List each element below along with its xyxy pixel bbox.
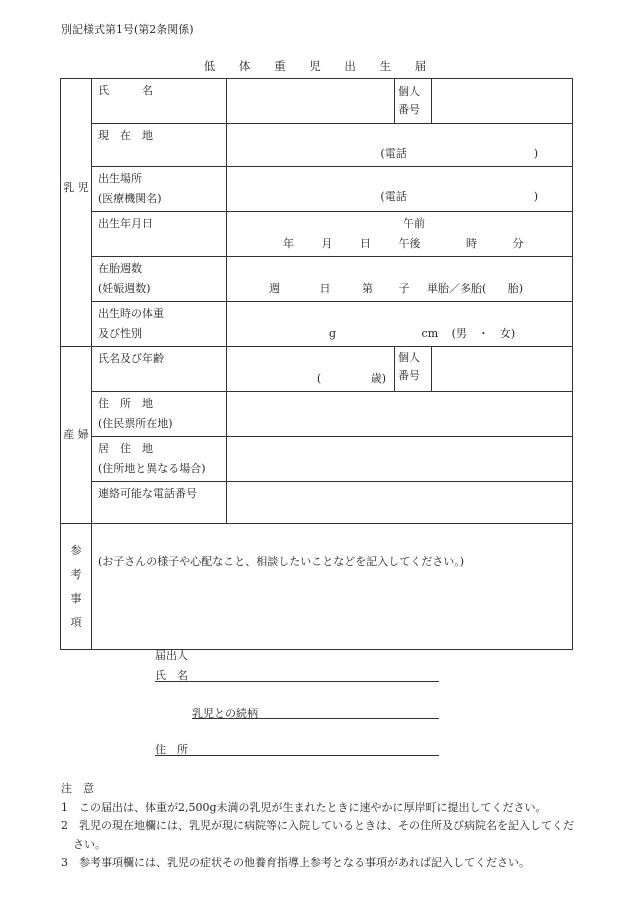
mother-personal-no-label (395, 347, 432, 392)
birthplace-phone-open: (電話 (380, 190, 407, 203)
mother-phone-field[interactable] (227, 482, 573, 524)
single-multiple: 単胎／多胎( (427, 282, 487, 295)
gestation-field[interactable] (227, 257, 573, 302)
personal-no-label-line2: 番号 (398, 103, 420, 116)
weight-field[interactable] (227, 302, 573, 347)
declarant-name-label: 氏 名 (155, 669, 188, 682)
infant-address-field[interactable] (227, 124, 573, 167)
declarant-relation-line[interactable] (192, 718, 439, 719)
mother-section-text: 産 婦 (63, 428, 89, 441)
mother-address-line1: 住 所 地 (98, 397, 153, 410)
infant-name-field[interactable] (227, 79, 395, 124)
remarks-section-label (61, 524, 92, 650)
gday-unit: 日 (319, 282, 331, 295)
multiple-close: 胎) (507, 282, 524, 295)
infant-personal-no-label (395, 79, 432, 124)
birth-report-form (60, 78, 573, 650)
gestation-label-line1: 在胎週数 (98, 262, 142, 275)
phone-close: ) (533, 147, 538, 160)
gestation-label (92, 257, 227, 302)
phone-open: (電話 (380, 147, 407, 160)
birthdate-field[interactable] (227, 212, 573, 257)
birthplace-label-line2: (医療機関名) (98, 192, 162, 205)
weight-label (92, 302, 227, 347)
mother-name-age-field[interactable] (227, 347, 395, 392)
weight-label-line1: 出生時の体重 (98, 307, 164, 320)
year-unit: 年 (283, 237, 294, 250)
weight-label-line2: 及び性別 (98, 327, 142, 340)
mother-residence-line1: 居 住 地 (98, 442, 153, 455)
note-item: 1 この届出は、体重が2,500g未満の乳児が生まれたときに速やかに厚岸町に提出してください。 (61, 800, 547, 814)
mother-phone-label: 連絡可能な電話番号 (92, 482, 227, 524)
personal-no-label-line1: 個人 (398, 85, 420, 98)
declarant-title: 届出人 (155, 649, 188, 662)
birthplace-field[interactable] (227, 167, 573, 212)
day-unit: 日 (360, 237, 371, 250)
declarant-name-line[interactable] (155, 681, 439, 682)
birthdate-label: 出生年月日 (92, 212, 227, 257)
infant-address-label: 現 在 地 (92, 124, 227, 167)
mother-personal-no-line1: 個人 (398, 351, 420, 364)
age-open: ( (316, 372, 322, 385)
mother-residence-field[interactable] (227, 437, 573, 482)
remarks-field[interactable] (92, 524, 573, 650)
declarant-address-label: 住 所 (155, 743, 188, 756)
infant-personal-no-field[interactable] (432, 79, 573, 124)
mother-residence-label (92, 437, 227, 482)
notes-heading: 注 意 (61, 782, 94, 795)
mother-personal-no-field[interactable] (432, 347, 573, 392)
grams-unit: g (329, 327, 337, 340)
hour-unit: 時 (466, 237, 477, 250)
birthplace-label (92, 167, 227, 212)
declarant-address-line[interactable] (155, 755, 439, 756)
remarks-prompt: (お子さんの様子や心配なこと、相談したいことなどを記入してください。) (98, 555, 465, 568)
age-close: 歳) (370, 372, 386, 385)
birthplace-label-line1: 出生場所 (98, 172, 142, 185)
mother-personal-no-line2: 番号 (398, 369, 420, 382)
note-item: 2 乳児の現在地欄には、乳児が現に病院等に入院しているときは、その住所及び病院名を記入してください。 (61, 819, 574, 851)
week-unit: 週 (269, 282, 280, 295)
mother-address-line2: (住民票所在地) (98, 417, 173, 430)
mother-section-label (61, 347, 92, 524)
remarks-section-text: 参 考 事 項 (70, 543, 82, 629)
infant-name-label: 氏 名 (92, 79, 227, 124)
am-label: 午前 (403, 217, 425, 230)
infant-section-label (61, 79, 92, 347)
birth-order-prefix: 第 (362, 282, 373, 295)
birthplace-phone-close: ) (533, 190, 538, 203)
child-unit: 子 (398, 282, 410, 295)
cm-unit: cm (421, 327, 439, 340)
month-unit: 月 (321, 237, 333, 250)
mother-name-age-label: 氏名及び年齢 (92, 347, 227, 392)
mother-residence-line2: (住所地と異なる場合) (98, 462, 206, 475)
mother-address-field[interactable] (227, 392, 573, 437)
gestation-label-line2: (妊娠週数) (98, 282, 151, 295)
infant-section-text: 乳 児 (63, 180, 89, 194)
pm-label: 午後 (398, 237, 421, 250)
notes-section (61, 780, 581, 873)
minute-unit: 分 (512, 237, 524, 250)
form-title: 低 体 重 児 出 生 届 (203, 59, 437, 73)
declarant-relation-label: 乳児との続柄 (192, 707, 258, 720)
sex-choice: (男 ・ 女) (451, 327, 516, 340)
mother-address-label (92, 392, 227, 437)
note-item: 3 参考事項欄には、乳児の症状その他養育指導上参考となる事項があれば記入してください。 (61, 856, 530, 869)
appendix-label: 別記様式第1号(第2条関係) (61, 23, 194, 36)
